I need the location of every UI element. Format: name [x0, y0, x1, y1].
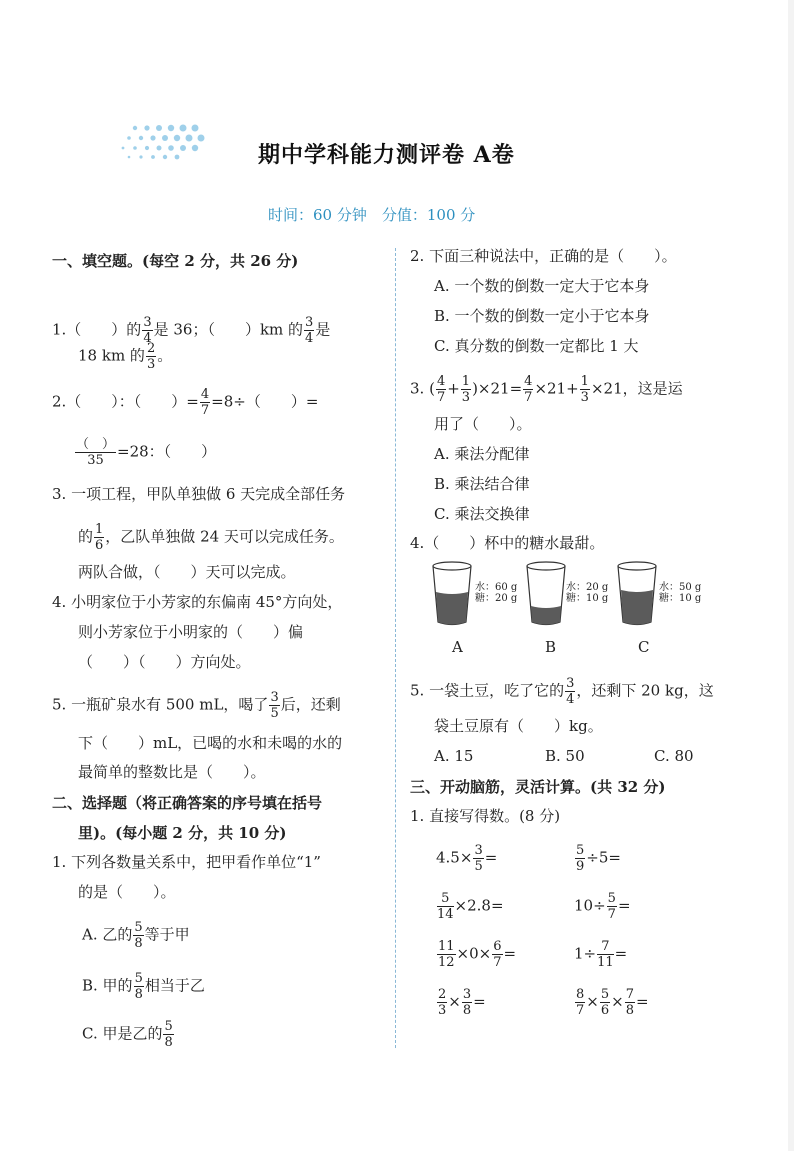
s2-q5-option-b: B. 50	[545, 747, 585, 765]
q1-line1: 1.（ ）的 $\frac{3}{4}$ 是 36；（ ）km 的 $\frac{3}{4}$ 是	[52, 315, 331, 346]
s2-q4: 4.（ ）杯中的糖水最甜。	[410, 534, 605, 552]
q5-line3: 最简单的整数比是（ ）。	[78, 763, 266, 781]
s2-q2: 2. 下面三种说法中，正确的是（ ）。	[410, 247, 677, 265]
s2-q5-option-a: A. 15	[434, 747, 474, 765]
column-divider	[395, 248, 396, 1048]
s2-q1-option-c: C. 甲是乙的 $\frac{5}{8}$	[82, 1019, 173, 1050]
q4-line1: 4. 小明家位于小芳家的东偏南 45°方向处，	[52, 593, 343, 611]
time-score-info: 时间：60 分钟 分值：100 分	[268, 206, 476, 224]
s2-q2-option-c: C. 真分数的倒数一定都比 1 大	[434, 337, 639, 355]
expr-6: 1÷ $\frac{7}{11}$ =	[574, 939, 628, 970]
section2-heading-a: 二、选择题（将正确答案的序号填在括号	[52, 794, 323, 812]
page-title: 期中学科能力测评卷 A卷	[258, 142, 515, 168]
q4-line2: 则小芳家位于小明家的（ ）偏	[78, 623, 304, 641]
q2-line1: 2.（ ）：（ ）= $\frac{4}{7}$ =8÷（ ）=	[52, 387, 319, 418]
s2-q3-line1: 3. ( $\frac{4}{7}$ + $\frac{1}{3}$ )×21= $\frac{4}{7}$ ×21+ $\frac{1}{3}$ ×21，这是运	[410, 374, 683, 405]
q1-line2: 18 km 的 $\frac{2}{3}$ 。	[78, 341, 173, 372]
expr-8: $\frac{8}{7}$ × $\frac{5}{6}$ × $\frac{7}{8}$ =	[576, 987, 649, 1018]
expr-7: $\frac{2}{3}$ × $\frac{3}{8}$ =	[438, 987, 486, 1018]
s3-q1: 1. 直接写得数。(8 分)	[410, 807, 561, 825]
section3-heading: 三、开动脑筋，灵活计算。(共 32 分)	[410, 778, 666, 796]
cup-b-label: 水：20 g 糖：10 g	[566, 582, 609, 604]
cup-a-label: 水：60 g 糖：20 g	[475, 582, 518, 604]
s2-q1-line1: 1. 下列各数量关系中，把甲看作单位“1”	[52, 853, 321, 871]
section2-heading-b: 里)。(每小题 2 分，共 10 分)	[78, 824, 287, 842]
q2-line2: $\frac{( )}{35}$ =28：（ ）	[76, 437, 217, 468]
s2-q5-line2: 袋土豆原有（ ）kg。	[434, 717, 603, 735]
expr-2: $\frac{5}{9}$ ÷5=	[576, 843, 621, 874]
cup-a-liquid	[436, 592, 468, 625]
cup-c-liquid	[621, 590, 653, 625]
s2-q3-option-a: A. 乘法分配律	[434, 445, 530, 463]
section1-heading: 一、填空题。(每空 2 分，共 26 分)	[52, 252, 299, 270]
q3-line2: 的 $\frac{1}{6}$ ，乙队单独做 24 天可以完成任务。	[78, 522, 344, 553]
s2-q3-line2: 用了（ ）。	[434, 415, 532, 433]
q3-line3: 两队合做，（ ）天可以完成。	[78, 563, 296, 581]
s2-q5-option-c: C. 80	[654, 747, 694, 765]
cup-c-letter: C	[638, 638, 650, 656]
s2-q2-option-b: B. 一个数的倒数一定小于它本身	[434, 307, 650, 325]
q5-line1: 5. 一瓶矿泉水有 500 mL，喝了 $\frac{3}{5}$ 后，还剩	[52, 690, 341, 721]
s2-q5-line1: 5. 一袋土豆，吃了它的 $\frac{3}{4}$ ，还剩下 20 kg，这	[410, 676, 714, 707]
q4-line3: （ ）（ ）方向处。	[78, 653, 251, 671]
cup-b-letter: B	[545, 638, 557, 656]
s2-q3-option-c: C. 乘法交换律	[434, 505, 530, 523]
s2-q2-option-a: A. 一个数的倒数一定大于它本身	[434, 277, 650, 295]
expr-4: 10÷ $\frac{5}{7}$ =	[574, 891, 631, 922]
expr-3: $\frac{5}{14}$ ×2.8=	[437, 891, 504, 922]
decorative-dots	[105, 122, 215, 162]
q5-line2: 下（ ）mL，已喝的水和未喝的水的	[78, 734, 343, 752]
cup-c-label: 水：50 g 糖：10 g	[659, 582, 702, 604]
page-edge-shadow	[788, 0, 794, 1151]
q3-line1: 3. 一项工程，甲队单独做 6 天完成全部任务	[52, 485, 346, 503]
s2-q1-line2: 的是（ ）。	[78, 883, 176, 901]
cup-b-liquid	[531, 606, 561, 625]
cup-a-letter: A	[452, 638, 463, 656]
s2-q1-option-b: B. 甲的 $\frac{5}{8}$ 相当于乙	[82, 971, 205, 1002]
expr-5: $\frac{11}{12}$ ×0× $\frac{6}{7}$ =	[438, 939, 517, 970]
s2-q3-option-b: B. 乘法结合律	[434, 475, 530, 493]
s2-q1-option-a: A. 乙的 $\frac{5}{8}$ 等于甲	[82, 920, 190, 951]
expr-1: 4.5× $\frac{3}{5}$ =	[436, 843, 498, 874]
